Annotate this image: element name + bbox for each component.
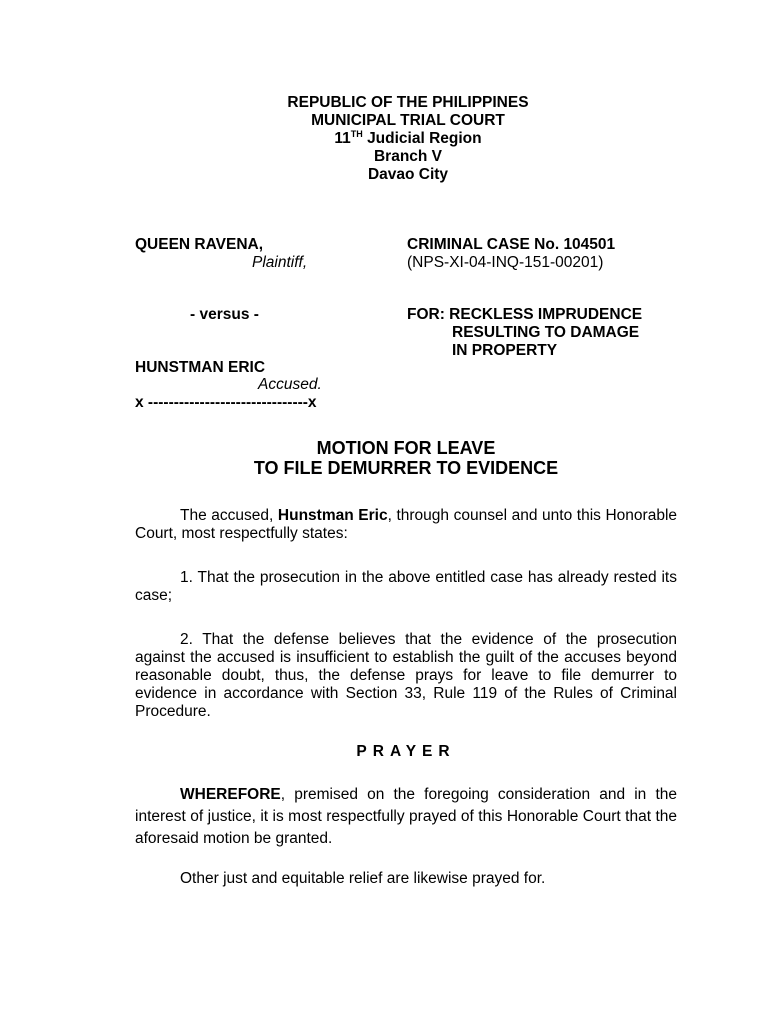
header-court: MUNICIPAL TRIAL COURT bbox=[311, 112, 505, 129]
title-line-1: MOTION FOR LEAVE bbox=[316, 438, 496, 458]
case-number: CRIMINAL CASE No. 104501 bbox=[407, 236, 616, 253]
court-header bbox=[0, 94, 768, 184]
wherefore-text: , premised on the foregoing consideration and in the interest of justice, it is most respectfully prayed of this Honorable Court that the aforesaid motion be granted. bbox=[135, 786, 677, 847]
intro-accused-name: Hunstman Eric bbox=[277, 507, 388, 524]
other-relief-paragraph: Other just and equitable relief are likewise prayed for. bbox=[180, 870, 546, 887]
wherefore-word: WHEREFORE bbox=[180, 786, 281, 803]
intro-after: , through counsel and unto this Honorable Court, most respectfully states: bbox=[135, 507, 678, 542]
region-text: Judicial Region bbox=[367, 130, 482, 147]
prayer-heading: PRAYER bbox=[356, 743, 456, 760]
plaintiff-name: QUEEN RAVENA, bbox=[135, 236, 264, 253]
title-line-2: TO FILE DEMURRER TO EVIDENCE bbox=[253, 458, 559, 478]
header-branch: Branch V bbox=[373, 148, 443, 165]
versus-label: - versus - bbox=[190, 306, 259, 323]
offense-line-1: FOR: RECKLESS IMPRUDENCE bbox=[407, 306, 643, 323]
intro-before: The accused, bbox=[180, 507, 278, 524]
plaintiff-role: Plaintiff, bbox=[252, 254, 308, 271]
intro-paragraph bbox=[135, 507, 677, 543]
header-city: Davao City bbox=[367, 166, 449, 183]
header-republic: REPUBLIC OF THE PHILIPPINES bbox=[287, 94, 529, 111]
wherefore-paragraph bbox=[135, 784, 677, 850]
offense-line-2: RESULTING TO DAMAGE bbox=[452, 324, 640, 341]
region-number: 11 bbox=[334, 130, 351, 147]
paragraph-item-1: 1. That the prosecution in the above entitled case has already rested its case; bbox=[135, 569, 677, 604]
region-suffix: TH bbox=[350, 129, 363, 139]
paragraph-item-2: 2. That the defense believes that the evidence of the prosecution against the accused is insufficient to establish the guilt of the accuses beyond reasonable doubt, thus, the defense prays for leave to file demurrer to evidence in accordance with Section 33, Rule 119 of the Rules of Criminal Procedure. bbox=[135, 631, 677, 720]
offense-line-3: IN PROPERTY bbox=[452, 342, 558, 359]
header-region bbox=[0, 130, 768, 148]
nps-number: (NPS-XI-04-INQ-151-00201) bbox=[407, 254, 604, 271]
accused-role: Accused. bbox=[258, 376, 322, 393]
caption-separator: x -------------------------------x bbox=[135, 394, 317, 411]
accused-name: HUNSTMAN ERIC bbox=[135, 359, 266, 376]
document-title bbox=[0, 438, 768, 478]
